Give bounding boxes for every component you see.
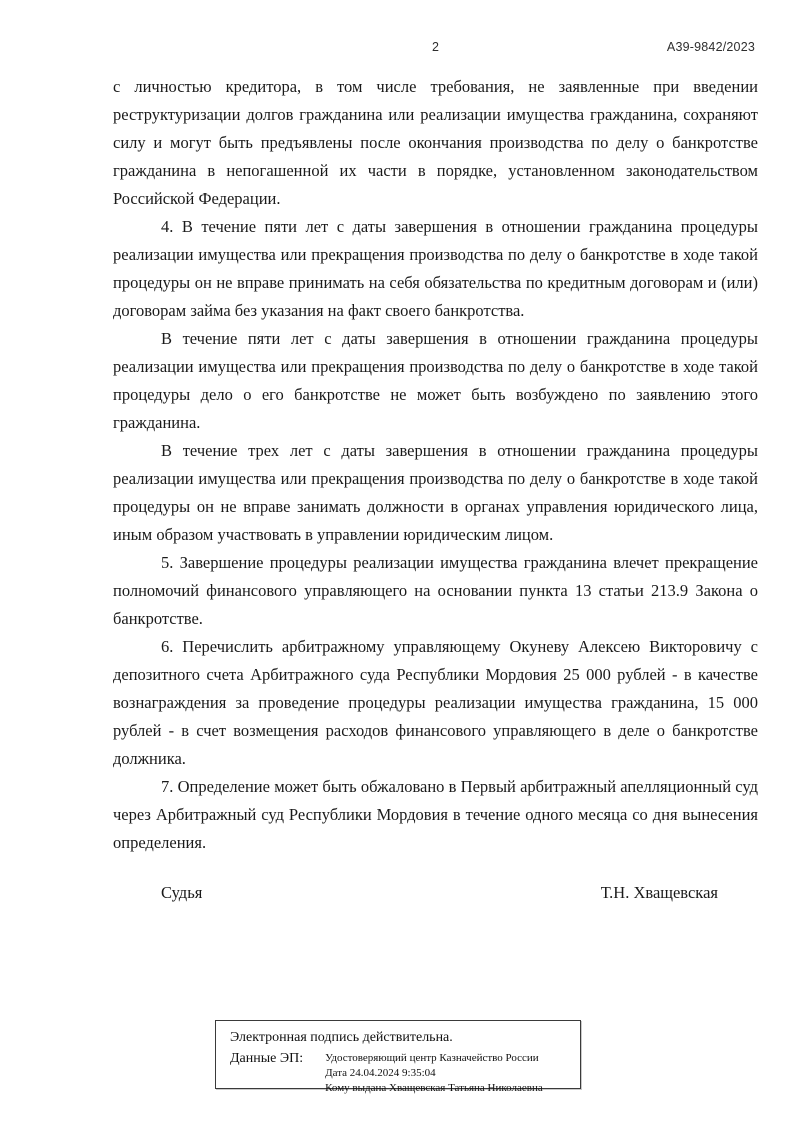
case-number: А39-9842/2023 <box>666 40 755 54</box>
signature-row <box>113 879 758 907</box>
paragraph-item-4: 4. В течение пяти лет с даты завершения в отношении гражданина процедуры реализации имущества или прекращения производства по делу о банкротстве в ходе такой процедуры он не вправе принимать на себя обязательства по кредитным договорам и (или) договорам займа без указания на факт своего банкротства. <box>113 217 758 320</box>
paragraph-item-5: 5. Завершение процедуры реализации имущества гражданина влечет прекращение полномочий финансового управляющего на основании пункта 13 статьи 213.9 Закона о банкротстве. <box>113 553 758 628</box>
paragraph-item-6: 6. Перечислить арбитражному управляющему Окуневу Алексею Викторовичу с депозитного счета Арбитражного суда Республики Мордовия 25 000 рублей - в качестве вознаграждения за проведение процедуры реализации имущества гражданина, 15 000 рублей - в счет возмещения расходов финансового управляющего в деле о банкротстве должника. <box>113 637 758 768</box>
judge-name: Т.Н. Хващевская <box>600 883 718 902</box>
page-number: 2 <box>432 40 439 54</box>
stamp-data-row <box>230 1051 568 1096</box>
page-header <box>113 40 758 56</box>
electronic-signature-stamp <box>215 1020 581 1094</box>
paragraph-three-years: В течение трех лет с даты завершения в отношении гражданина процедуры реализации имущества или прекращения производства по делу о банкротстве в ходе такой процедуры он не вправе занимать должности в органах управления юридического лица, иным образом участвовать в управлении юридическим лицом. <box>113 441 758 544</box>
judge-role-label: Судья <box>161 883 203 902</box>
stamp-validity-text: Электронная подпись действительна. <box>230 1030 453 1045</box>
document-body <box>113 73 758 907</box>
stamp-details <box>325 1051 568 1096</box>
paragraph-five-years: В течение пяти лет с даты завершения в отношении гражданина процедуры реализации имущества или прекращения производства по делу о банкротстве в ходе такой процедуры дело о его банкротстве не может быть возбуждено по заявлению этого гражданина. <box>113 329 758 432</box>
stamp-issued-to: Кому выдана Хващевская Татьяна Николаевна <box>325 1082 543 1094</box>
stamp-data-label: Данные ЭП: <box>230 1051 304 1066</box>
paragraph-continuation: с личностью кредитора, в том числе требования, не заявленные при введении реструктуризации долгов гражданина или реализации имущества гражданина, сохраняют силу и могут быть предъявлены после окончания производства по делу о банкротстве гражданина в непогашенной их части в порядке, установленном законодательством Российской Федерации. <box>113 77 758 208</box>
paragraph-item-7: 7. Определение может быть обжаловано в Первый арбитражный апелляционный суд через Арбитражный суд Республики Мордовия в течение одного месяца со дня вынесения определения. <box>113 777 758 852</box>
stamp-certificate-authority: Удостоверяющий центр Казначейство России <box>325 1052 539 1064</box>
stamp-date: Дата 24.04.2024 9:35:04 <box>325 1067 436 1079</box>
